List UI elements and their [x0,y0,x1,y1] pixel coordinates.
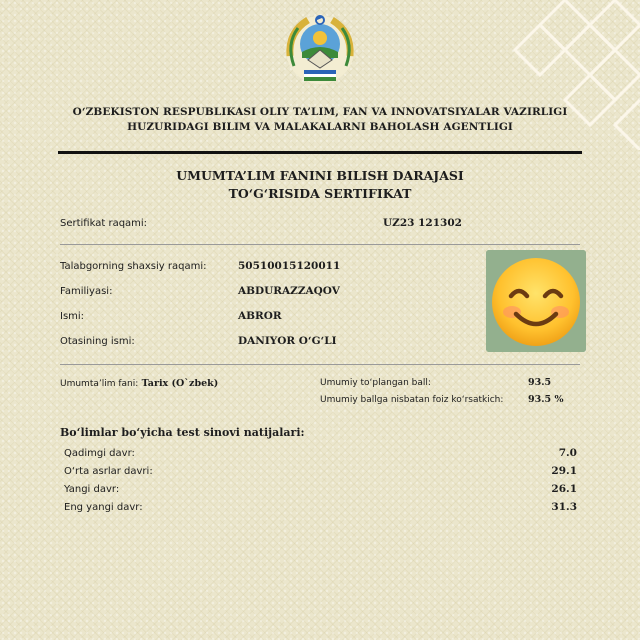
percent-label: Umumiy ballga nisbatan foiz ko‘rsatkich: [320,395,504,405]
result-label-3: Yangi davr: [64,484,120,495]
result-label-4: Eng yangi davr: [64,502,143,513]
state-emblem-icon [280,8,360,88]
subject-value: Tarix (O`zbek) [141,378,219,389]
result-label-2: O‘rta asrlar davri: [64,466,153,477]
percent-value: 93.5 % [528,394,564,405]
candidate-photo [486,250,586,352]
subject-label: Umumta’lim fani: [60,379,139,389]
divider-2 [60,364,580,365]
certificate-number-label: Sertifikat raqami: [60,218,148,229]
result-value-4: 31.3 [551,501,577,513]
surname-value: ABDURAZZAQOV [238,285,340,297]
issuer-line-1: O‘ZBEKISTON RESPUBLIKASI OLIY TA’LIM, FAN VA INNOVATSIYALAR VAZIRLIGI [72,106,568,118]
certificate-number: UZ23 121302 [383,217,462,229]
certificate-title [60,167,580,203]
name-value: ABROR [238,310,282,322]
patronymic-label: Otasining ismi: [60,336,135,347]
header-divider [58,151,582,154]
total-score-label: Umumiy to‘plangan ball: [320,378,431,388]
total-score: 93.5 [528,377,552,388]
candidate-id-label: Talabgorning shaxsiy raqami: [60,261,207,272]
surname-label: Familiyasi: [60,286,113,297]
patronymic-value: DANIYOR O‘G‘LI [238,335,337,347]
smiling-face-emoji-icon [486,250,586,352]
title-line-2: TO‘G‘RISIDA SERTIFIKAT [228,186,412,201]
result-value-3: 26.1 [551,483,577,495]
issuer-header [40,105,600,135]
title-line-1: UMUMTA’LIM FANINI BILISH DARAJASI [176,168,464,183]
candidate-id: 50510015120011 [238,260,341,272]
result-value-2: 29.1 [551,465,577,477]
issuer-line-2: HUZURIDAGI BILIM VA MALAKALARNI BAHOLASH AGENTLIGI [127,121,513,133]
result-value-1: 7.0 [558,447,577,459]
divider-1 [60,244,580,245]
results-title: Bo‘limlar bo‘yicha test sinovi natijalari: [60,426,305,439]
result-label-1: Qadimgi davr: [64,448,135,459]
subject-row [60,377,218,389]
name-label: Ismi: [60,311,85,322]
